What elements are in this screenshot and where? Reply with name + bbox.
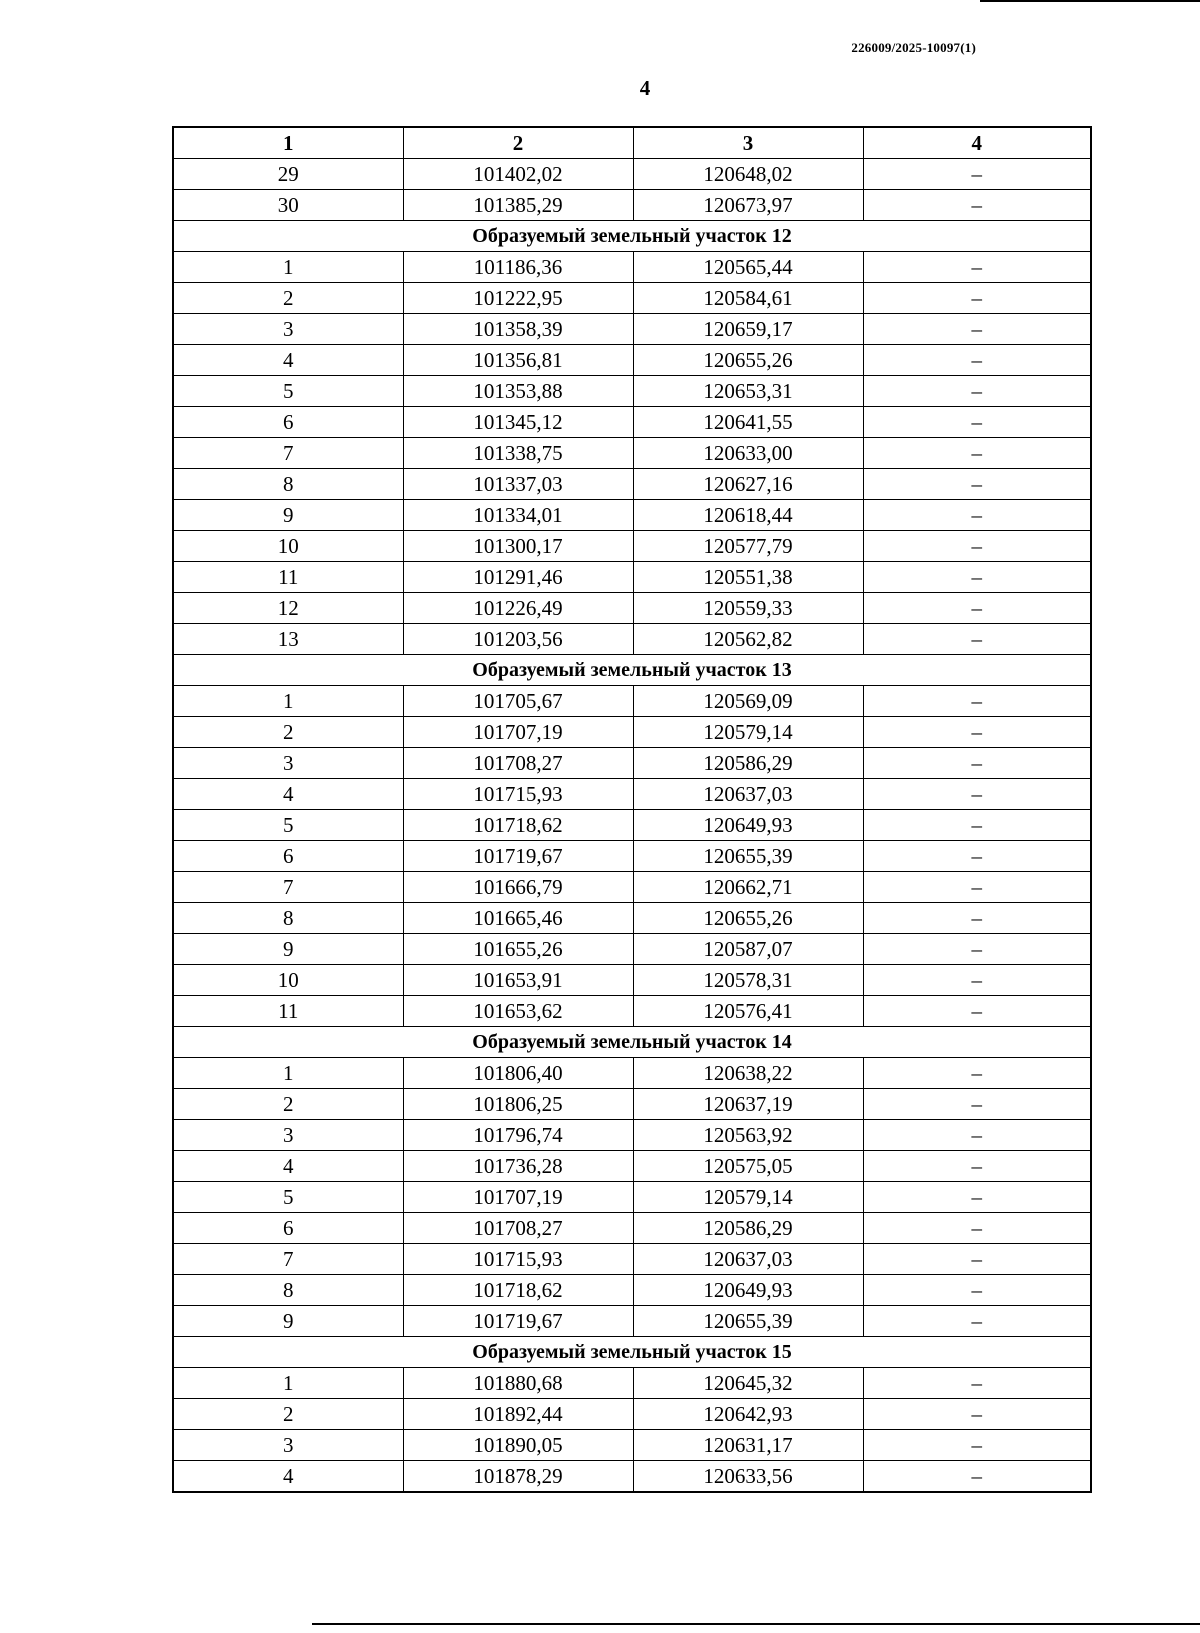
table-row [173, 779, 1091, 810]
point-number: 6 [173, 1213, 403, 1244]
x-coordinate: 101666,79 [403, 872, 633, 903]
x-coordinate: 101291,46 [403, 562, 633, 593]
point-number: 1 [173, 686, 403, 717]
note-cell: – [863, 1461, 1091, 1493]
note-cell: – [863, 593, 1091, 624]
x-coordinate: 101337,03 [403, 469, 633, 500]
note-cell: – [863, 624, 1091, 655]
table-row [173, 1058, 1091, 1089]
table-row [173, 159, 1091, 190]
point-number: 11 [173, 996, 403, 1027]
table-row [173, 810, 1091, 841]
section-header-row [173, 655, 1091, 686]
note-cell: – [863, 469, 1091, 500]
x-coordinate: 101653,62 [403, 996, 633, 1027]
table-row [173, 1182, 1091, 1213]
point-number: 8 [173, 469, 403, 500]
x-coordinate: 101655,26 [403, 934, 633, 965]
note-cell: – [863, 407, 1091, 438]
y-coordinate: 120637,03 [633, 779, 863, 810]
y-coordinate: 120638,22 [633, 1058, 863, 1089]
x-coordinate: 101705,67 [403, 686, 633, 717]
table-row [173, 1213, 1091, 1244]
note-cell: – [863, 1244, 1091, 1275]
x-coordinate: 101796,74 [403, 1120, 633, 1151]
y-coordinate: 120577,79 [633, 531, 863, 562]
x-coordinate: 101353,88 [403, 376, 633, 407]
y-coordinate: 120637,03 [633, 1244, 863, 1275]
y-coordinate: 120576,41 [633, 996, 863, 1027]
table-row [173, 314, 1091, 345]
x-coordinate: 101719,67 [403, 1306, 633, 1337]
table-row [173, 1089, 1091, 1120]
x-coordinate: 101356,81 [403, 345, 633, 376]
table-row [173, 283, 1091, 314]
note-cell: – [863, 872, 1091, 903]
y-coordinate: 120648,02 [633, 159, 863, 190]
y-coordinate: 120673,97 [633, 190, 863, 221]
column-header: 4 [863, 127, 1091, 159]
x-coordinate: 101665,46 [403, 903, 633, 934]
note-cell: – [863, 1182, 1091, 1213]
y-coordinate: 120575,05 [633, 1151, 863, 1182]
point-number: 13 [173, 624, 403, 655]
table-row [173, 469, 1091, 500]
point-number: 5 [173, 376, 403, 407]
point-number: 9 [173, 1306, 403, 1337]
point-number: 3 [173, 1120, 403, 1151]
note-cell: – [863, 748, 1091, 779]
point-number: 2 [173, 283, 403, 314]
point-number: 1 [173, 252, 403, 283]
y-coordinate: 120659,17 [633, 314, 863, 345]
x-coordinate: 101222,95 [403, 283, 633, 314]
table-row [173, 686, 1091, 717]
x-coordinate: 101334,01 [403, 500, 633, 531]
x-coordinate: 101806,40 [403, 1058, 633, 1089]
point-number: 1 [173, 1058, 403, 1089]
x-coordinate: 101707,19 [403, 1182, 633, 1213]
table-row [173, 1275, 1091, 1306]
y-coordinate: 120627,16 [633, 469, 863, 500]
note-cell: – [863, 717, 1091, 748]
note-cell: – [863, 159, 1091, 190]
x-coordinate: 101878,29 [403, 1461, 633, 1493]
point-number: 29 [173, 159, 403, 190]
point-number: 3 [173, 1430, 403, 1461]
note-cell: – [863, 686, 1091, 717]
point-number: 5 [173, 810, 403, 841]
x-coordinate: 101708,27 [403, 1213, 633, 1244]
table-header-row [173, 127, 1091, 159]
x-coordinate: 101653,91 [403, 965, 633, 996]
table-row [173, 345, 1091, 376]
note-cell: – [863, 1058, 1091, 1089]
y-coordinate: 120649,93 [633, 810, 863, 841]
y-coordinate: 120642,93 [633, 1399, 863, 1430]
x-coordinate: 101880,68 [403, 1368, 633, 1399]
note-cell: – [863, 562, 1091, 593]
x-coordinate: 101226,49 [403, 593, 633, 624]
y-coordinate: 120655,26 [633, 903, 863, 934]
point-number: 3 [173, 748, 403, 779]
note-cell: – [863, 345, 1091, 376]
note-cell: – [863, 1368, 1091, 1399]
y-coordinate: 120578,31 [633, 965, 863, 996]
x-coordinate: 101715,93 [403, 779, 633, 810]
point-number: 1 [173, 1368, 403, 1399]
point-number: 8 [173, 903, 403, 934]
y-coordinate: 120565,44 [633, 252, 863, 283]
document-number: 226009/2025-10097(1) [851, 40, 976, 55]
table-row [173, 407, 1091, 438]
x-coordinate: 101736,28 [403, 1151, 633, 1182]
table-row [173, 1368, 1091, 1399]
y-coordinate: 120645,32 [633, 1368, 863, 1399]
point-number: 7 [173, 1244, 403, 1275]
y-coordinate: 120569,09 [633, 686, 863, 717]
x-coordinate: 101345,12 [403, 407, 633, 438]
x-coordinate: 101890,05 [403, 1430, 633, 1461]
y-coordinate: 120637,19 [633, 1089, 863, 1120]
scan-edge-line [980, 0, 1200, 2]
point-number: 4 [173, 345, 403, 376]
point-number: 7 [173, 872, 403, 903]
y-coordinate: 120633,56 [633, 1461, 863, 1493]
y-coordinate: 120631,17 [633, 1430, 863, 1461]
point-number: 4 [173, 1151, 403, 1182]
table-row [173, 1244, 1091, 1275]
scan-edge-line [312, 1623, 1200, 1625]
y-coordinate: 120655,26 [633, 345, 863, 376]
table-row [173, 717, 1091, 748]
y-coordinate: 120655,39 [633, 841, 863, 872]
table-row [173, 996, 1091, 1027]
table-row [173, 376, 1091, 407]
note-cell: – [863, 1213, 1091, 1244]
note-cell: – [863, 1399, 1091, 1430]
note-cell: – [863, 810, 1091, 841]
y-coordinate: 120587,07 [633, 934, 863, 965]
y-coordinate: 120586,29 [633, 1213, 863, 1244]
table-row [173, 190, 1091, 221]
y-coordinate: 120649,93 [633, 1275, 863, 1306]
note-cell: – [863, 903, 1091, 934]
column-header: 2 [403, 127, 633, 159]
point-number: 10 [173, 965, 403, 996]
table-row [173, 531, 1091, 562]
point-number: 6 [173, 841, 403, 872]
x-coordinate: 101708,27 [403, 748, 633, 779]
point-number: 4 [173, 779, 403, 810]
y-coordinate: 120633,00 [633, 438, 863, 469]
table-row [173, 872, 1091, 903]
note-cell: – [863, 190, 1091, 221]
table-row [173, 500, 1091, 531]
y-coordinate: 120662,71 [633, 872, 863, 903]
x-coordinate: 101892,44 [403, 1399, 633, 1430]
table-row [173, 748, 1091, 779]
x-coordinate: 101719,67 [403, 841, 633, 872]
y-coordinate: 120655,39 [633, 1306, 863, 1337]
x-coordinate: 101806,25 [403, 1089, 633, 1120]
coordinates-table [172, 126, 1092, 1493]
note-cell: – [863, 1430, 1091, 1461]
table-body [173, 159, 1091, 1493]
note-cell: – [863, 376, 1091, 407]
x-coordinate: 101718,62 [403, 1275, 633, 1306]
table-row [173, 593, 1091, 624]
section-title: Образуемый земельный участок 15 [173, 1337, 1091, 1368]
section-header-row [173, 221, 1091, 252]
y-coordinate: 120618,44 [633, 500, 863, 531]
table-row [173, 965, 1091, 996]
x-coordinate: 101385,29 [403, 190, 633, 221]
y-coordinate: 120579,14 [633, 1182, 863, 1213]
point-number: 2 [173, 717, 403, 748]
point-number: 5 [173, 1182, 403, 1213]
table-row [173, 1461, 1091, 1493]
point-number: 11 [173, 562, 403, 593]
table-row [173, 1399, 1091, 1430]
x-coordinate: 101338,75 [403, 438, 633, 469]
note-cell: – [863, 841, 1091, 872]
y-coordinate: 120559,33 [633, 593, 863, 624]
y-coordinate: 120586,29 [633, 748, 863, 779]
y-coordinate: 120563,92 [633, 1120, 863, 1151]
table-row [173, 1430, 1091, 1461]
x-coordinate: 101402,02 [403, 159, 633, 190]
note-cell: – [863, 1275, 1091, 1306]
table-row [173, 903, 1091, 934]
table-row [173, 1120, 1091, 1151]
point-number: 9 [173, 500, 403, 531]
point-number: 2 [173, 1089, 403, 1120]
y-coordinate: 120653,31 [633, 376, 863, 407]
note-cell: – [863, 965, 1091, 996]
table-row [173, 562, 1091, 593]
point-number: 3 [173, 314, 403, 345]
note-cell: – [863, 252, 1091, 283]
x-coordinate: 101300,17 [403, 531, 633, 562]
y-coordinate: 120551,38 [633, 562, 863, 593]
note-cell: – [863, 1120, 1091, 1151]
note-cell: – [863, 438, 1091, 469]
note-cell: – [863, 500, 1091, 531]
note-cell: – [863, 779, 1091, 810]
table-row [173, 1306, 1091, 1337]
note-cell: – [863, 1306, 1091, 1337]
column-header: 1 [173, 127, 403, 159]
point-number: 2 [173, 1399, 403, 1430]
x-coordinate: 101707,19 [403, 717, 633, 748]
point-number: 9 [173, 934, 403, 965]
x-coordinate: 101358,39 [403, 314, 633, 345]
table-row [173, 841, 1091, 872]
point-number: 6 [173, 407, 403, 438]
table-row [173, 624, 1091, 655]
y-coordinate: 120579,14 [633, 717, 863, 748]
point-number: 4 [173, 1461, 403, 1493]
note-cell: – [863, 1151, 1091, 1182]
x-coordinate: 101186,36 [403, 252, 633, 283]
table-row [173, 1151, 1091, 1182]
note-cell: – [863, 934, 1091, 965]
section-title: Образуемый земельный участок 14 [173, 1027, 1091, 1058]
y-coordinate: 120584,61 [633, 283, 863, 314]
section-title: Образуемый земельный участок 13 [173, 655, 1091, 686]
section-header-row [173, 1027, 1091, 1058]
table-row [173, 438, 1091, 469]
table-row [173, 934, 1091, 965]
page-number: 4 [639, 76, 651, 100]
note-cell: – [863, 1089, 1091, 1120]
x-coordinate: 101715,93 [403, 1244, 633, 1275]
point-number: 7 [173, 438, 403, 469]
column-header: 3 [633, 127, 863, 159]
point-number: 30 [173, 190, 403, 221]
point-number: 10 [173, 531, 403, 562]
section-title: Образуемый земельный участок 12 [173, 221, 1091, 252]
section-header-row [173, 1337, 1091, 1368]
note-cell: – [863, 283, 1091, 314]
x-coordinate: 101718,62 [403, 810, 633, 841]
y-coordinate: 120562,82 [633, 624, 863, 655]
note-cell: – [863, 996, 1091, 1027]
note-cell: – [863, 531, 1091, 562]
point-number: 8 [173, 1275, 403, 1306]
x-coordinate: 101203,56 [403, 624, 633, 655]
note-cell: – [863, 314, 1091, 345]
table-row [173, 252, 1091, 283]
point-number: 12 [173, 593, 403, 624]
y-coordinate: 120641,55 [633, 407, 863, 438]
